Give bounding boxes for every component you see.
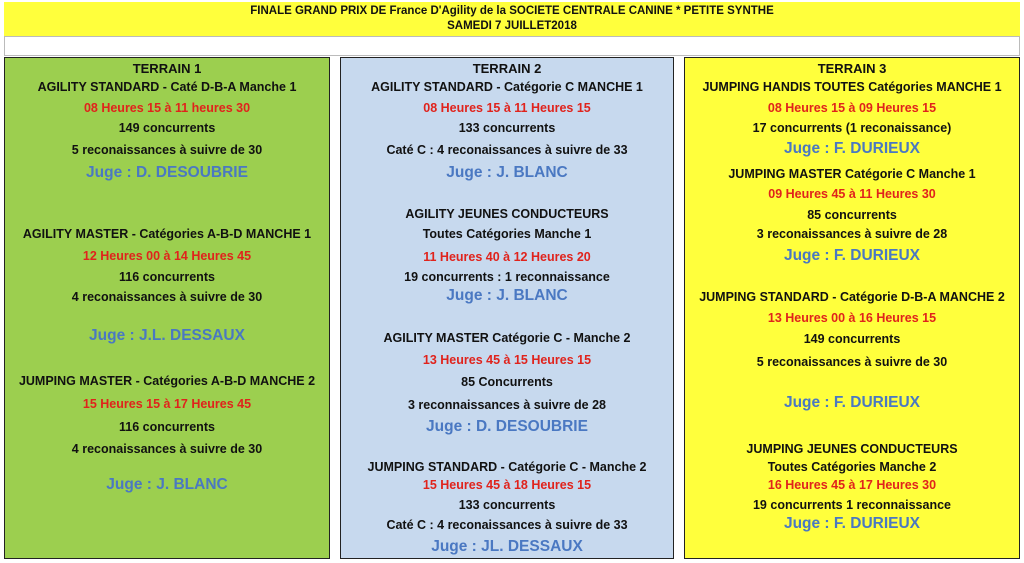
event-count: 85 Concurrents [461, 375, 553, 389]
event-count: 19 concurrents : 1 reconnaissance [404, 270, 610, 284]
event-reco: 4 reconaissances à suivre de 30 [71, 442, 263, 456]
event-time: 12 Heures 00 à 14 Heures 45 [82, 249, 252, 263]
header-title: FINALE GRAND PRIX DE France D'Agility de la SOCIETE CENTRALE CANINE * PETITE SYNTHE [250, 5, 774, 17]
event-time: 15 Heures 15 à 17 Heures 45 [82, 397, 252, 411]
event-count: 149 concurrents [118, 121, 216, 135]
event-judge: Juge : J. BLANC [446, 164, 568, 181]
event-judge: Juge : D. DESOUBRIE [86, 164, 248, 181]
event-count: 19 concurrents 1 reconnaissance [752, 498, 951, 512]
event-subtitle: Toutes Catégories Manche 1 [422, 227, 592, 241]
event-judge: Juge : F. DURIEUX [783, 140, 921, 157]
event-title: JUMPING MASTER - Catégories A-B-D MANCHE 2 [18, 374, 316, 388]
event-judge: Juge : F. DURIEUX [783, 394, 921, 411]
terrain-3-panel [684, 57, 1020, 559]
event-time: 16 Heures 45 à 17 Heures 30 [767, 478, 937, 492]
event-time: 08 Heures 15 à 11 heures 30 [83, 101, 251, 115]
event-judge: Juge : J. BLANC [446, 287, 568, 304]
event-count: 116 concurrents [119, 420, 215, 434]
event-title: AGILITY JEUNES CONDUCTEURS [405, 207, 609, 221]
event-title: AGILITY STANDARD - Caté D-B-A Manche 1 [37, 80, 297, 94]
event-reco: Caté C : 4 reconaissances à suivre de 33 [386, 518, 628, 532]
event-reco: 5 reconaissances à suivre de 30 [756, 355, 948, 369]
event-time: 13 Heures 45 à 15 Heures 15 [422, 353, 592, 367]
event-title: AGILITY MASTER - Catégories A-B-D MANCHE 1 [22, 227, 312, 241]
event-judge: Juge : D. DESOUBRIE [426, 418, 588, 435]
event-reco: 3 reconnaissances à suivre de 28 [407, 398, 607, 412]
event-time: 08 Heures 15 à 11 Heures 15 [423, 101, 591, 115]
event-count: 133 concurrents [458, 498, 556, 512]
event-title: AGILITY STANDARD - Catégorie C MANCHE 1 [371, 80, 643, 94]
blank-row [4, 36, 1020, 56]
terrain-2-panel [340, 57, 674, 559]
header-date: SAMEDI 7 JUILLET2018 [447, 20, 577, 32]
event-title: JUMPING HANDIS TOUTES Catégories MANCHE 1 [702, 80, 1002, 94]
terrain-2-title: TERRAIN 2 [472, 61, 542, 76]
event-reco: Caté C : 4 reconaissances à suivre de 33 [386, 143, 628, 157]
event-judge: Juge : F. DURIEUX [783, 247, 921, 264]
event-reco: 5 reconaissances à suivre de 30 [71, 143, 263, 157]
event-title: AGILITY MASTER Catégorie C - Manche 2 [383, 331, 631, 345]
event-subtitle: Toutes Catégories Manche 2 [767, 460, 937, 474]
event-title: JUMPING JEUNES CONDUCTEURS [746, 442, 958, 456]
event-reco: 3 reconaissances à suivre de 28 [756, 227, 948, 241]
event-time: 09 Heures 45 à 11 Heures 30 [768, 187, 936, 201]
event-judge: Juge : J. BLANC [106, 476, 228, 493]
event-title: JUMPING STANDARD - Catégorie D-B-A MANCHE 2 [699, 290, 1005, 304]
event-judge: Juge : JL. DESSAUX [431, 538, 583, 555]
event-judge: Juge : F. DURIEUX [783, 515, 921, 532]
event-time: 11 Heures 40 à 12 Heures 20 [423, 250, 591, 264]
terrain-3-title: TERRAIN 3 [817, 61, 887, 76]
header-banner [4, 2, 1020, 36]
event-time: 15 Heures 45 à 18 Heures 15 [422, 478, 592, 492]
event-title: JUMPING STANDARD - Catégorie C - Manche 2 [367, 460, 647, 474]
event-count: 85 concurrents [807, 208, 897, 222]
event-count: 133 concurrents [458, 121, 556, 135]
event-judge: Juge : J.L. DESSAUX [89, 327, 245, 344]
event-reco: 4 reconaissances à suivre de 30 [71, 290, 263, 304]
terrain-1-title: TERRAIN 1 [132, 61, 202, 76]
event-count: 116 concurrents [119, 270, 215, 284]
event-title: JUMPING MASTER Catégorie C Manche 1 [728, 167, 976, 181]
event-count: 17 concurrents (1 reconaissance) [752, 121, 952, 135]
event-time: 08 Heures 15 à 09 Heures 15 [767, 101, 937, 115]
terrain-1-panel [4, 57, 330, 559]
event-time: 13 Heures 00 à 16 Heures 15 [767, 311, 937, 325]
event-count: 149 concurrents [803, 332, 901, 346]
